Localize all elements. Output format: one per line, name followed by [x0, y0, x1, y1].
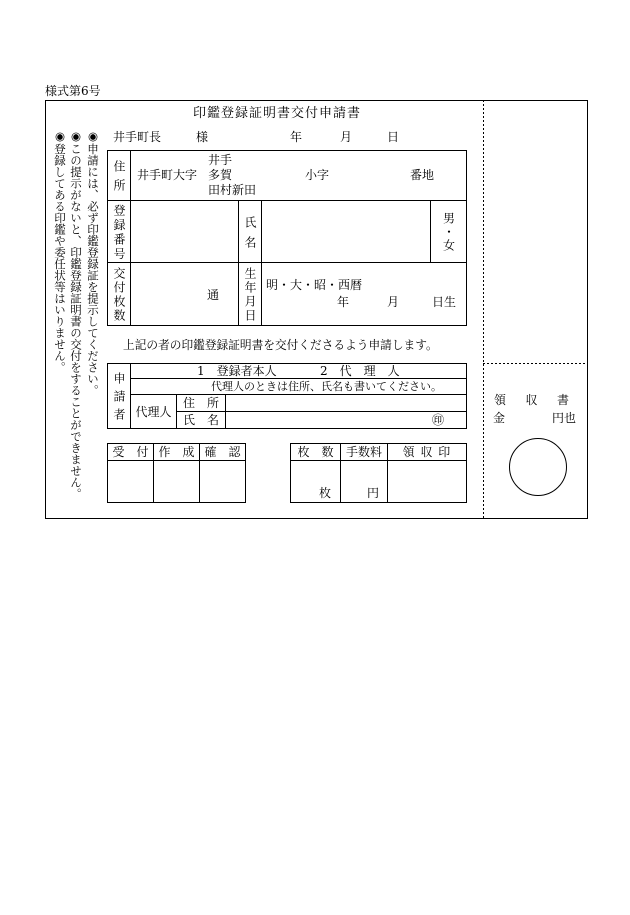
- office-header-reception: [107, 443, 154, 461]
- address-koaza: 小字: [305, 168, 330, 182]
- date-year-label: 年: [290, 130, 303, 144]
- office-header-preparation-label: 作 成: [158, 445, 195, 459]
- form-number: 様式第6号: [45, 84, 101, 98]
- fee-header-fee-label: 手数料: [345, 445, 382, 459]
- copies-unit: 通: [207, 288, 220, 302]
- applicant-type-row: [130, 363, 467, 379]
- note-no-card-no-issue: ◉この提示がないと、印鑑登録証明書の交付をすることができません。: [69, 129, 83, 500]
- proxy-label: 代理人: [135, 404, 172, 419]
- seal-mark-icon: ㊞: [432, 413, 445, 427]
- note-present-registration-card: ◉申請には、必ず印鑑登録証を提示してください。: [86, 129, 100, 396]
- fee-amount-box: [340, 460, 388, 503]
- receipt-title: 領 収 書: [494, 393, 573, 407]
- applicant-label: 申請者: [112, 372, 126, 426]
- name-label: 氏名: [243, 215, 257, 256]
- birth-date-day-label: 日生: [432, 295, 457, 309]
- fee-header-receipt-stamp-label: 領 収 印: [402, 445, 452, 459]
- address-district-tamurashinden: 田村新田: [208, 183, 257, 197]
- address-district-taga: 多賀: [208, 168, 233, 182]
- office-header-confirmation: [199, 443, 246, 461]
- address-oaza: 井手町大字: [137, 168, 198, 182]
- proxy-instruction-row: [130, 378, 467, 395]
- address-label-cell: [107, 150, 131, 201]
- fee-table: [290, 443, 467, 503]
- receipt-amount-suffix: 円也: [552, 411, 577, 425]
- office-header-reception-label: 受 付: [112, 445, 149, 459]
- applicant-option-proxy: 2 代 理 人: [320, 364, 400, 378]
- receipt-amount-prefix: 金: [493, 411, 506, 425]
- fee-header-fee: [340, 443, 388, 461]
- birth-date-label: 生年月日: [243, 267, 257, 323]
- name-label-cell: [238, 200, 262, 263]
- date-day-label: 日: [387, 130, 400, 144]
- office-header-preparation: [153, 443, 200, 461]
- registration-number-label: 登録番号: [112, 203, 126, 262]
- registration-number-label-cell: [107, 200, 131, 263]
- gender-cell: [430, 200, 467, 263]
- gender-options: 男・女: [441, 212, 456, 253]
- birth-date-field: [261, 262, 467, 326]
- proxy-address-label-cell: [176, 394, 226, 412]
- date-month-label: 月: [340, 130, 353, 144]
- copies-label: 交付枚数: [112, 267, 126, 323]
- receipt-divider-line: [483, 363, 588, 364]
- proxy-name-field: [225, 411, 467, 429]
- fee-receipt-stamp-box: [387, 460, 467, 503]
- fee-header-receipt-stamp: [387, 443, 467, 461]
- proxy-address-field: [225, 394, 467, 412]
- fee-count-unit: 枚: [319, 486, 332, 500]
- birth-date-label-cell: [238, 262, 262, 326]
- address-banchi: 番地: [410, 168, 435, 182]
- applicant-option-self: 1 登録者本人: [197, 364, 277, 378]
- addressee-name: 井手町長: [113, 130, 162, 144]
- proxy-name-label: 氏 名: [182, 413, 219, 427]
- fee-header-count: [290, 443, 341, 461]
- fee-count-box: [290, 460, 341, 503]
- receipt-cut-line: [483, 100, 484, 519]
- address-field: [130, 150, 467, 201]
- receipt-stamp-circle: [509, 438, 567, 496]
- office-header-confirmation-label: 確 認: [204, 445, 241, 459]
- form-title: 印鑑登録証明書交付申請書: [193, 106, 362, 121]
- proxy-name-label-cell: [176, 411, 226, 429]
- registrant-table: [107, 150, 467, 326]
- office-use-table: [107, 443, 246, 503]
- address-label: 住所: [112, 160, 126, 198]
- fee-header-count-label: 枚 数: [297, 445, 334, 459]
- applicant-table: [107, 363, 467, 429]
- fee-amount-unit: 円: [367, 486, 380, 500]
- birth-date-eras: 明・大・昭・西暦: [266, 278, 363, 292]
- proxy-label-cell: [130, 394, 177, 429]
- birth-date-year-label: 年: [337, 295, 350, 309]
- addressee-honorific: 様: [196, 130, 209, 144]
- application-declaration: 上記の者の印鑑登録証明書を交付くださるよう申請します。: [123, 338, 438, 352]
- office-preparation-box: [153, 460, 200, 503]
- copies-field: [130, 262, 239, 326]
- birth-date-month-label: 月: [387, 295, 400, 309]
- proxy-instruction: 代理人のときは住所、氏名も書いてください。: [211, 379, 442, 393]
- registration-number-field: [130, 200, 239, 263]
- proxy-address-label: 住 所: [182, 396, 219, 410]
- name-field: [261, 200, 431, 263]
- applicant-label-cell: [107, 363, 131, 429]
- office-confirmation-box: [199, 460, 246, 503]
- office-reception-box: [107, 460, 154, 503]
- copies-label-cell: [107, 262, 131, 326]
- note-seal-not-required: ◉登録してある印鑑や委任状等はいりません。: [53, 129, 67, 373]
- address-district-ide: 井手: [208, 153, 233, 167]
